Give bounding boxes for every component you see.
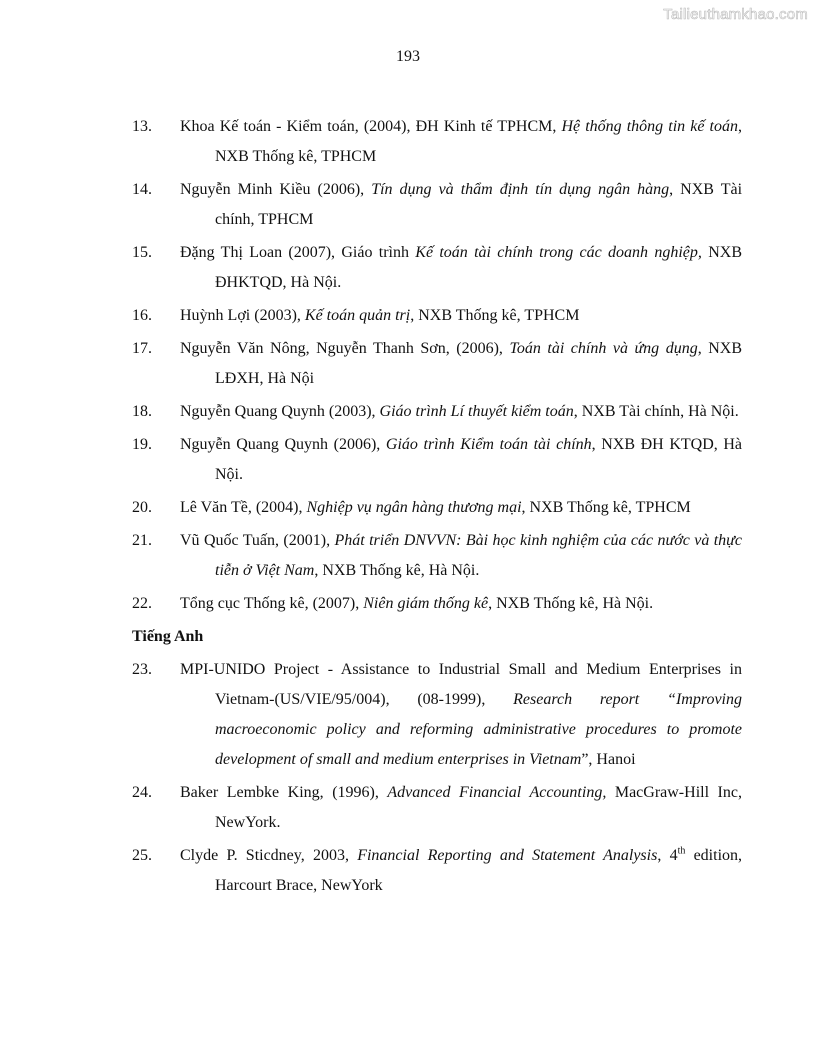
reference-title: Phát triển DNVVN: Bài học kinh nghiệm của các nước và thực tiễn ở Việt Nam	[215, 532, 743, 579]
reference-item	[132, 397, 742, 427]
reference-number: 16.	[132, 307, 152, 324]
reference-text	[180, 595, 653, 612]
reference-number: 23.	[132, 661, 152, 678]
reference-segment: edition, Harcourt Brace, NewYork	[215, 847, 743, 894]
reference-segment: Lê Văn Tề, (2004),	[180, 499, 307, 516]
reference-segment: , NXB ĐH KTQD, Hà Nội.	[215, 436, 743, 483]
reference-text	[180, 181, 742, 228]
reference-segment: Huỳnh Lợi (2003),	[180, 307, 305, 324]
reference-number: 24.	[132, 784, 152, 801]
reference-segment: , NXB Tài chính, Hà Nội.	[573, 403, 739, 420]
reference-segment: Nguyễn Văn Nông, Nguyễn Thanh Sơn, (2006),	[180, 340, 510, 357]
reference-text	[180, 661, 742, 768]
reference-item	[132, 112, 742, 172]
reference-number: 22.	[132, 595, 152, 612]
reference-segment: Vũ Quốc Tuấn, (2001),	[180, 532, 335, 549]
reference-number: 25.	[132, 847, 152, 864]
reference-text	[180, 403, 739, 420]
reference-segment: , 4	[657, 847, 678, 864]
reference-item	[132, 334, 742, 394]
reference-title: Toán tài chính và ứng dụng	[509, 340, 698, 357]
reference-text	[180, 436, 742, 483]
reference-item	[132, 778, 742, 838]
reference-item	[132, 175, 742, 235]
reference-item	[132, 589, 742, 619]
reference-segment: ”, Hanoi	[581, 751, 636, 768]
superscript-text: th	[677, 845, 686, 857]
reference-segment: Đặng Thị Loan (2007), Giáo trình	[180, 244, 416, 261]
reference-number: 17.	[132, 340, 152, 357]
reference-segment: , NXB Tài chính, TPHCM	[215, 181, 743, 228]
reference-text	[180, 244, 742, 291]
reference-title: Financial Reporting and Statement Analysis	[357, 847, 658, 864]
reference-number: 18.	[132, 403, 152, 420]
page-number: 193	[396, 48, 420, 65]
reference-segment: , NXB Thống kê, TPHCM	[410, 307, 580, 324]
reference-title: Nghiệp vụ ngân hàng thương mại	[306, 499, 522, 516]
reference-item	[132, 493, 742, 523]
reference-segment: MPI-UNIDO Project - Assistance to Industrial Small and Medium Enterprises in Vietnam-(US/VIE/95/004), (08-1999),	[180, 661, 742, 708]
watermark: Tailieuthamkhao.com	[663, 6, 808, 23]
reference-segment: Tổng cục Thống kê, (2007),	[180, 595, 364, 612]
reference-text	[180, 784, 742, 831]
reference-segment: MacGraw-Hill Inc, NewYork.	[215, 784, 742, 831]
reference-item	[132, 430, 742, 490]
reference-title: Tín dụng và thẩm định tín dụng ngân hàng	[371, 181, 670, 198]
reference-segment: Nguyễn Minh Kiều (2006),	[180, 181, 372, 198]
reference-group-vietnamese	[132, 112, 742, 619]
reference-number: 14.	[132, 181, 152, 198]
reference-title: Kế toán tài chính trong các doanh nghiệp,	[415, 244, 702, 261]
reference-item	[132, 301, 742, 331]
reference-segment: , NXB Thống kê, TPHCM	[215, 118, 742, 165]
section-heading: Tiếng Anh	[132, 628, 204, 645]
reference-title: Hệ thống thông tin kế toán	[561, 118, 738, 135]
reference-item	[132, 238, 742, 298]
reference-title: Kế toán quản trị	[304, 307, 411, 324]
reference-item	[132, 526, 742, 586]
reference-title: Niên giám thống kê	[363, 595, 489, 612]
reference-text	[180, 499, 691, 516]
reference-segment: Nguyễn Quang Quynh (2003),	[180, 403, 380, 420]
reference-title: Giáo trình Kiểm toán tài chính	[385, 436, 592, 453]
reference-title: Advanced Financial Accounting,	[387, 784, 607, 801]
reference-group-english	[132, 655, 742, 901]
reference-text	[180, 532, 742, 579]
reference-segment: Khoa Kế toán - Kiểm toán, (2004), ĐH Kinh tế TPHCM,	[180, 118, 562, 135]
reference-item	[132, 655, 742, 775]
reference-segment: NXB ĐHKTQD, Hà Nội.	[215, 244, 743, 291]
reference-number: 19.	[132, 436, 152, 453]
reference-number: 20.	[132, 499, 152, 516]
reference-text	[180, 340, 742, 387]
reference-segment: , NXB Thống kê, Hà Nội.	[488, 595, 654, 612]
reference-text	[180, 847, 742, 894]
reference-segment: , NXB Thống kê, TPHCM	[521, 499, 691, 516]
reference-segment: Baker Lembke King, (1996),	[180, 784, 388, 801]
reference-title: Research report “Improving macroeconomic policy and reforming administrative procedures to promote development of small and medium enterprises in Vietnam	[215, 691, 742, 768]
reference-item	[132, 841, 742, 901]
reference-number: 13.	[132, 118, 152, 135]
reference-list	[132, 112, 742, 904]
reference-title: Giáo trình Lí thuyết kiểm toán	[379, 403, 574, 420]
reference-segment: Nguyễn Quang Quynh (2006),	[180, 436, 386, 453]
reference-text	[180, 307, 579, 324]
reference-segment: , NXB Thống kê, Hà Nội.	[314, 562, 480, 579]
reference-segment: , NXB LĐXH, Hà Nội	[215, 340, 742, 387]
reference-number: 21.	[132, 532, 152, 549]
reference-text	[180, 118, 742, 165]
reference-segment: Clyde P. Sticdney, 2003,	[180, 847, 358, 864]
reference-number: 15.	[132, 244, 152, 261]
